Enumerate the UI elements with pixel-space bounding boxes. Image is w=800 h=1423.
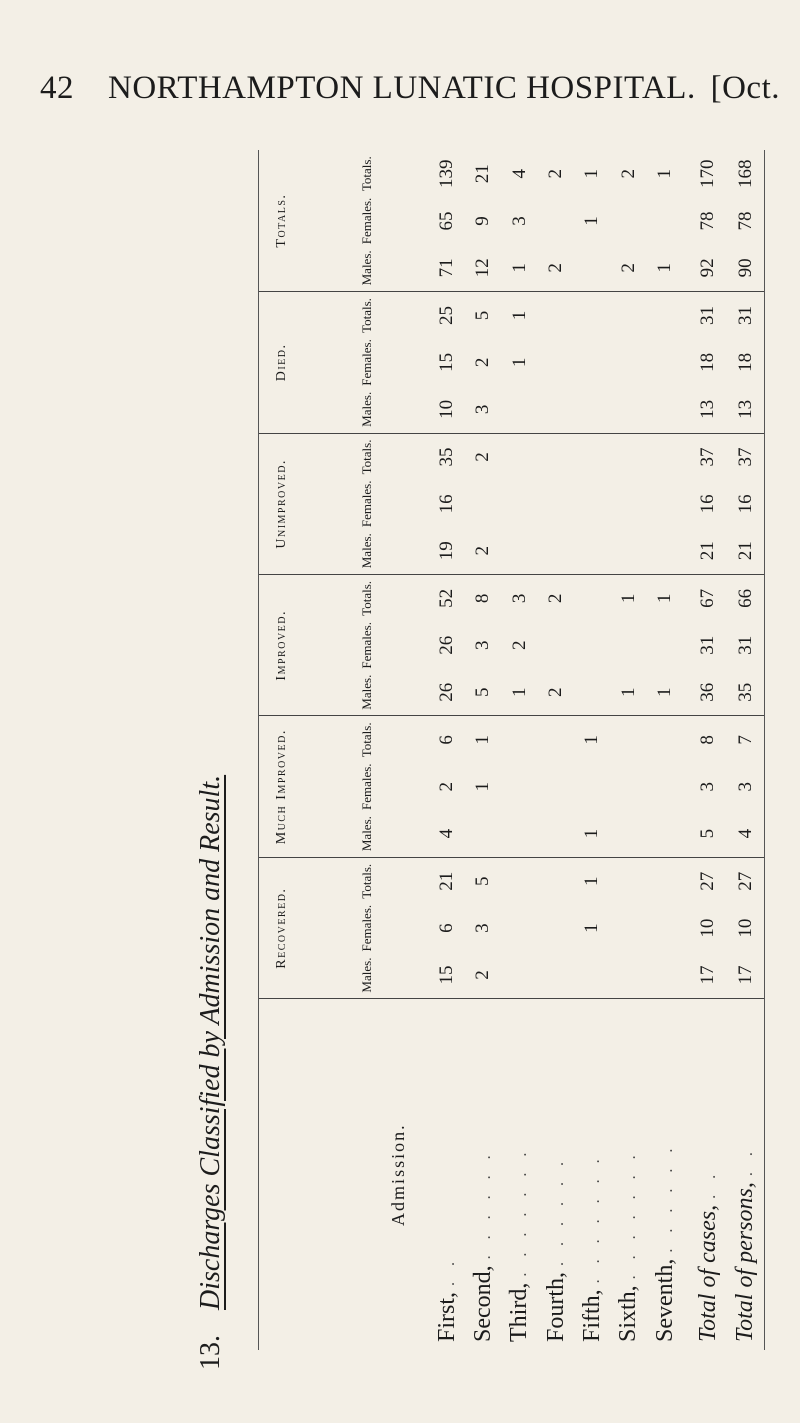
- data-cell: [538, 527, 574, 574]
- table-row: [465, 150, 501, 1350]
- data-cell: [611, 716, 647, 763]
- data-cell: [538, 292, 574, 339]
- data-cell: 3: [508, 216, 530, 226]
- row-label: Third,: [506, 1277, 532, 1342]
- leader-dots: . .: [440, 1255, 458, 1286]
- data-cell: [647, 952, 683, 999]
- data-cell: 2: [472, 970, 494, 980]
- sub-header-males: Males.: [304, 810, 429, 857]
- data-cell: [538, 480, 574, 527]
- running-title: NORTHAMPTON LUNATIC HOSPITAL.: [108, 70, 696, 106]
- data-cell: [574, 952, 610, 999]
- data-cell: [502, 810, 538, 857]
- data-cell: 1: [472, 781, 494, 792]
- data-cell: 8: [697, 735, 719, 745]
- row-label-cell: [728, 999, 764, 1350]
- data-cell: [574, 763, 610, 810]
- data-cell: 31: [734, 306, 756, 326]
- data-cell: [574, 527, 610, 574]
- data-cell: 1: [581, 923, 603, 933]
- table-row: [574, 150, 610, 1350]
- data-cell: 15: [436, 352, 458, 372]
- row-label: Second,: [470, 1259, 496, 1342]
- data-cell: 3: [472, 640, 494, 651]
- sub-header-males: Males.: [358, 957, 374, 993]
- sub-header-totals: Totals.: [358, 439, 374, 475]
- data-cell: [647, 763, 683, 810]
- data-cell: 2: [611, 245, 647, 292]
- data-cell: [647, 433, 683, 480]
- row-label-cell: [465, 999, 501, 1350]
- data-cell: 13: [728, 386, 764, 433]
- data-cell: 4: [508, 168, 530, 179]
- data-cell: 2: [617, 168, 639, 179]
- data-cell: 7: [734, 735, 756, 745]
- data-cell: [647, 810, 683, 857]
- sub-header-totals: Totals.: [358, 722, 374, 758]
- data-cell: [502, 952, 538, 999]
- data-cell: 27: [697, 871, 719, 891]
- data-cell: [502, 763, 538, 810]
- sub-header-females: Females.: [358, 480, 374, 528]
- data-cell: 4: [429, 810, 465, 857]
- data-cell: [538, 386, 574, 433]
- data-cell: [611, 527, 647, 574]
- leader-dots: . . . . . .: [476, 1149, 494, 1260]
- data-cell: 21: [472, 164, 494, 184]
- group-header-improved: Improved.: [259, 575, 304, 716]
- row-label-cell: [647, 999, 683, 1350]
- leader-dots: . . . . . . .: [585, 1153, 603, 1284]
- data-cell: [647, 716, 683, 763]
- data-cell: [465, 810, 501, 857]
- data-cell: [538, 905, 574, 952]
- row-label-cell: [538, 999, 574, 1350]
- data-cell: 6: [436, 735, 458, 745]
- data-cell: 3: [472, 923, 494, 933]
- data-cell: 1: [508, 310, 530, 321]
- row-label: Total of cases,: [695, 1199, 721, 1342]
- data-cell: 2: [472, 357, 494, 368]
- data-cell: [538, 433, 574, 480]
- data-cell: 21: [683, 527, 727, 574]
- data-cell: [502, 527, 538, 574]
- data-cell: [611, 480, 647, 527]
- table-row: [728, 150, 764, 1350]
- rotated-table-holder: [259, 150, 764, 1350]
- row-label-cell: [429, 999, 465, 1350]
- data-cell: [647, 292, 683, 339]
- data-cell: 52: [436, 588, 458, 608]
- sub-header-males: Males.: [304, 386, 429, 433]
- page-header: [40, 70, 780, 120]
- data-cell: 1: [502, 669, 538, 716]
- leader-dots: . . . . . . .: [513, 1146, 531, 1277]
- data-cell: 1: [581, 735, 603, 745]
- data-cell: 1: [502, 245, 538, 292]
- data-cell: [502, 716, 538, 763]
- data-cell: 37: [697, 447, 719, 467]
- data-cell: 1: [611, 669, 647, 716]
- data-cell: [502, 480, 538, 527]
- data-cell: 17: [734, 965, 756, 985]
- data-cell: 1: [581, 168, 603, 179]
- data-cell: [502, 905, 538, 952]
- data-cell: 2: [545, 593, 567, 604]
- data-cell: [574, 669, 610, 716]
- data-cell: 18: [697, 352, 719, 372]
- data-cell: 2: [508, 640, 530, 651]
- data-cell: 5: [465, 669, 501, 716]
- discharges-table: [259, 150, 764, 1350]
- data-cell: 31: [697, 306, 719, 326]
- data-cell: 3: [465, 386, 501, 433]
- data-cell: 31: [697, 635, 719, 655]
- table-row: [647, 150, 683, 1350]
- row-label-cell: [611, 999, 647, 1350]
- data-cell: 1: [647, 669, 683, 716]
- data-cell: [611, 952, 647, 999]
- data-cell: [574, 339, 610, 386]
- sub-header-totals: Totals.: [358, 298, 374, 333]
- data-cell: [538, 197, 574, 244]
- admission-header: Admission.: [259, 999, 429, 1350]
- data-cell: 21: [436, 871, 458, 891]
- data-cell: 2: [465, 527, 501, 574]
- data-cell: 25: [436, 306, 458, 326]
- data-cell: 1: [647, 245, 683, 292]
- sub-header-males: Males.: [304, 527, 429, 574]
- data-cell: 35: [728, 669, 764, 716]
- data-cell: 37: [734, 447, 756, 467]
- data-cell: [538, 857, 574, 904]
- discharges-table-frame: [258, 150, 765, 1350]
- data-cell: 1: [654, 168, 676, 179]
- data-cell: 90: [728, 245, 764, 292]
- row-label: Sixth,: [615, 1279, 641, 1342]
- data-cell: [574, 575, 610, 622]
- data-cell: 3: [697, 781, 719, 792]
- table-row: [538, 150, 574, 1350]
- leader-dots: . . . . . .: [658, 1142, 676, 1253]
- data-cell: [502, 386, 538, 433]
- data-cell: 1: [617, 593, 639, 604]
- data-cell: 92: [683, 245, 727, 292]
- data-cell: [538, 339, 574, 386]
- data-cell: [465, 480, 501, 527]
- data-cell: 1: [574, 810, 610, 857]
- data-cell: [611, 292, 647, 339]
- leader-dots: . .: [739, 1146, 757, 1177]
- data-cell: 10: [697, 918, 719, 938]
- data-cell: [647, 857, 683, 904]
- data-cell: [502, 433, 538, 480]
- running-date: [Oct.: [710, 70, 780, 106]
- data-cell: [647, 480, 683, 527]
- data-cell: 26: [429, 669, 465, 716]
- data-cell: 168: [734, 159, 756, 188]
- data-cell: [574, 622, 610, 669]
- data-cell: [574, 433, 610, 480]
- data-cell: 1: [472, 735, 494, 745]
- group-header-unimproved: Unimproved.: [259, 433, 304, 574]
- data-cell: 78: [734, 211, 756, 231]
- data-cell: 17: [697, 965, 719, 985]
- data-cell: 27: [734, 871, 756, 891]
- data-cell: 35: [436, 447, 458, 467]
- data-cell: 8: [472, 593, 494, 604]
- table-title: Discharges Classified by Admission and Result.: [195, 774, 226, 1310]
- data-cell: [647, 339, 683, 386]
- data-cell: [574, 386, 610, 433]
- data-cell: 13: [683, 386, 727, 433]
- row-label: Fifth,: [579, 1283, 605, 1342]
- data-cell: [538, 952, 574, 999]
- data-cell: [538, 716, 574, 763]
- table-caption: [195, 775, 227, 1370]
- data-cell: 16: [436, 494, 458, 514]
- data-cell: 2: [538, 669, 574, 716]
- data-cell: [611, 339, 647, 386]
- data-cell: 4: [728, 810, 764, 857]
- table-row: [502, 150, 538, 1350]
- data-cell: 2: [538, 245, 574, 292]
- data-cell: [502, 857, 538, 904]
- data-cell: 1: [654, 593, 676, 604]
- group-header-row: [259, 150, 304, 1350]
- sub-header-females: Females.: [358, 339, 374, 386]
- data-cell: 2: [545, 168, 567, 179]
- data-cell: [611, 386, 647, 433]
- data-cell: 170: [697, 159, 719, 188]
- row-label-cell: [502, 999, 538, 1350]
- data-cell: 16: [697, 494, 719, 514]
- row-label: Total of persons,: [732, 1176, 758, 1342]
- sub-header-males: Males.: [304, 669, 429, 716]
- data-cell: 2: [436, 781, 458, 792]
- data-cell: 19: [429, 527, 465, 574]
- group-header-much-improved: Much Improved.: [259, 716, 304, 857]
- data-cell: 5: [472, 876, 494, 887]
- row-label: Fourth,: [543, 1266, 569, 1342]
- data-cell: 6: [436, 923, 458, 933]
- data-cell: 16: [734, 494, 756, 514]
- table-number: 13.: [195, 1335, 226, 1370]
- data-cell: 78: [697, 211, 719, 231]
- sub-header-males: Males.: [304, 245, 429, 292]
- data-cell: [574, 292, 610, 339]
- table-row: [683, 150, 727, 1350]
- row-label: First,: [434, 1286, 460, 1342]
- data-cell: 15: [436, 965, 458, 985]
- table-row: [429, 150, 465, 1350]
- data-cell: [574, 480, 610, 527]
- group-header-totals: Totals.: [259, 150, 304, 292]
- data-cell: [647, 386, 683, 433]
- data-cell: [538, 763, 574, 810]
- data-cell: [647, 527, 683, 574]
- data-cell: [611, 810, 647, 857]
- sub-header-totals: Totals.: [358, 156, 374, 192]
- data-cell: [611, 763, 647, 810]
- page-number: 42: [40, 70, 74, 106]
- row-label-cell: [574, 999, 610, 1350]
- data-cell: 18: [734, 352, 756, 372]
- data-cell: 21: [728, 527, 764, 574]
- data-cell: 9: [472, 216, 494, 226]
- data-cell: 67: [697, 588, 719, 608]
- data-cell: [647, 622, 683, 669]
- data-cell: 26: [436, 635, 458, 655]
- data-cell: [538, 622, 574, 669]
- data-cell: [611, 905, 647, 952]
- data-cell: [647, 197, 683, 244]
- sub-header-females: Females.: [358, 763, 374, 811]
- data-cell: [574, 245, 610, 292]
- data-cell: 139: [436, 159, 458, 188]
- leader-dots: . .: [701, 1168, 719, 1199]
- data-cell: 3: [508, 593, 530, 604]
- leader-dots: . . . . . . .: [622, 1149, 640, 1280]
- group-header-died: Died.: [259, 292, 304, 433]
- sub-header-totals: Totals.: [358, 863, 374, 899]
- sub-header-females: Females.: [358, 622, 374, 669]
- data-cell: 5: [683, 810, 727, 857]
- data-cell: 1: [581, 876, 603, 887]
- sub-header-totals: Totals.: [358, 580, 374, 616]
- data-cell: [647, 905, 683, 952]
- data-cell: 2: [472, 452, 494, 462]
- data-cell: [611, 857, 647, 904]
- data-cell: [611, 433, 647, 480]
- row-label: Seventh,: [652, 1253, 678, 1342]
- leader-dots: . . . . . .: [549, 1155, 567, 1266]
- group-header-recovered: Recovered.: [273, 887, 289, 969]
- data-cell: 5: [472, 310, 494, 321]
- data-cell: 12: [465, 245, 501, 292]
- sub-header-females: Females.: [358, 904, 374, 952]
- data-cell: 36: [683, 669, 727, 716]
- data-cell: 3: [734, 781, 756, 792]
- sub-header-females: Females.: [358, 197, 374, 245]
- data-cell: 1: [581, 216, 603, 226]
- table-row: [611, 150, 647, 1350]
- data-cell: [538, 810, 574, 857]
- data-cell: [611, 197, 647, 244]
- data-cell: 66: [734, 588, 756, 608]
- data-cell: 65: [436, 211, 458, 231]
- row-label-cell: [683, 999, 727, 1350]
- data-cell: 31: [734, 635, 756, 655]
- data-cell: 10: [734, 918, 756, 938]
- table-body: [429, 150, 764, 1350]
- data-cell: 71: [429, 245, 465, 292]
- data-cell: 10: [429, 386, 465, 433]
- data-cell: [611, 622, 647, 669]
- data-cell: 1: [508, 357, 530, 368]
